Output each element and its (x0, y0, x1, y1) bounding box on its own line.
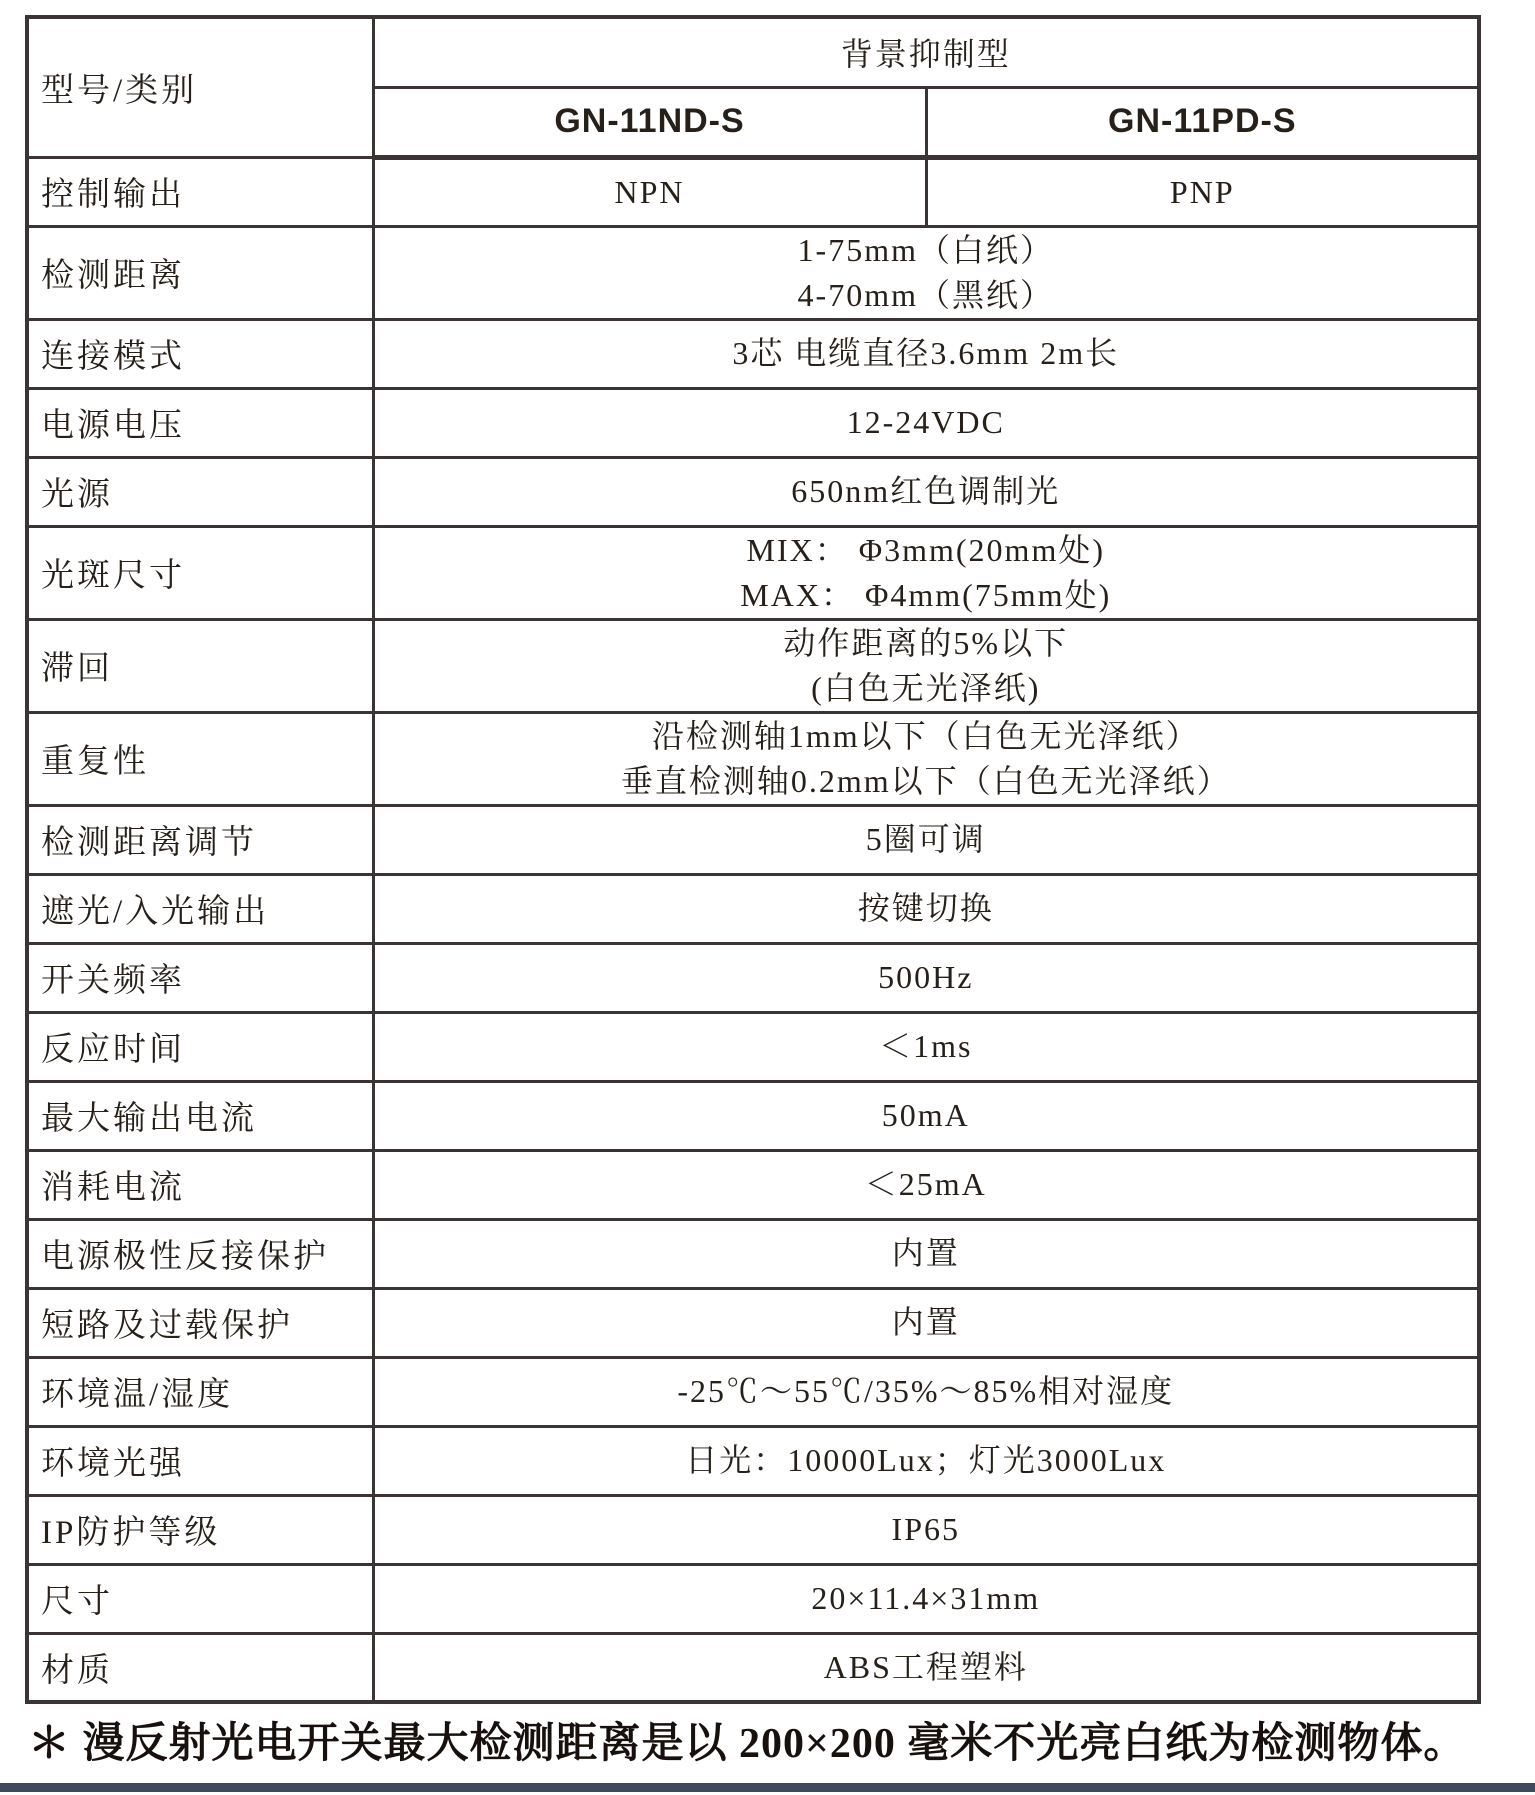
spec-value (373, 874, 1479, 943)
spec-label: 环境温/湿度 (27, 1357, 373, 1426)
spec-value (373, 619, 1479, 712)
spec-label: 遮光/入光输出 (27, 874, 373, 943)
spec-value-line: 20×11.4×31mm (811, 1580, 1041, 1617)
spec-value-line: ABS工程塑料 (823, 1649, 1028, 1686)
spec-label: 反应时间 (27, 1012, 373, 1081)
spec-value-line: 沿检测轴1mm以下（白色无光泽纸） (651, 718, 1200, 755)
spec-value-line: 按键切换 (857, 890, 994, 927)
footnote: ＊ 漫反射光电开关最大检测距离是以 200×200 毫米不光亮白纸为检测物体。 (28, 1721, 1467, 1767)
spec-value-line: 1-75mm（白纸） (797, 232, 1054, 269)
spec-label: IP防护等级 (27, 1495, 373, 1564)
table-row (27, 1495, 1479, 1564)
table-row (27, 1219, 1479, 1288)
table-row (27, 943, 1479, 1012)
spec-label: 光斑尺寸 (27, 526, 373, 619)
spec-label: 环境光强 (27, 1426, 373, 1495)
spec-label: 光源 (27, 457, 373, 526)
category-value: 背景抑制型 (373, 17, 1479, 87)
spec-value-line: -25℃～55℃/35%～85%相对湿度 (677, 1373, 1175, 1410)
spec-value-line: 内置 (891, 1304, 960, 1341)
table-row (27, 1288, 1479, 1357)
spec-label: 检测距离 (27, 226, 373, 319)
output-value-pnp: PNP (926, 157, 1479, 226)
spec-value (373, 319, 1479, 388)
spec-value-line: 日光：10000Lux；灯光3000Lux (685, 1442, 1167, 1479)
spec-value-line: 动作距离的5%以下 (783, 625, 1069, 662)
table-row (27, 457, 1479, 526)
spec-label: 连接模式 (27, 319, 373, 388)
table-row (27, 1426, 1479, 1495)
bottom-divider-bar (0, 1783, 1535, 1792)
spec-value-line: 3芯 电缆直径3.6mm 2m长 (732, 335, 1120, 372)
table-row (27, 1012, 1479, 1081)
spec-label: 最大输出电流 (27, 1081, 373, 1150)
spec-label: 尺寸 (27, 1564, 373, 1633)
table-row (27, 526, 1479, 619)
spec-value (373, 1426, 1479, 1495)
spec-label: 短路及过载保护 (27, 1288, 373, 1357)
table-row-category (27, 17, 1479, 87)
model-category-label: 型号/类别 (27, 17, 373, 157)
spec-value (373, 1564, 1479, 1633)
spec-value-line: MAX： Φ4mm(75mm处) (740, 576, 1112, 613)
spec-value (373, 943, 1479, 1012)
spec-value-line: 500Hz (878, 959, 974, 996)
spec-value-line: (白色无光泽纸) (811, 669, 1041, 706)
spec-label: 检测距离调节 (27, 805, 373, 874)
spec-value (373, 226, 1479, 319)
spec-value-line: 垂直检测轴0.2mm以下（白色无光泽纸） (620, 762, 1231, 799)
table-row (27, 1357, 1479, 1426)
table-row (27, 388, 1479, 457)
spec-rows (27, 226, 1479, 1702)
model-name-pnp: GN-11PD-S (926, 87, 1479, 157)
table-row (27, 805, 1479, 874)
table-row (27, 874, 1479, 943)
table-row (27, 1150, 1479, 1219)
table-row (27, 1081, 1479, 1150)
spec-value (373, 1219, 1479, 1288)
spec-label: 开关频率 (27, 943, 373, 1012)
spec-value-line: 50mA (881, 1097, 970, 1134)
spec-value (373, 1357, 1479, 1426)
spec-value (373, 457, 1479, 526)
spec-value (373, 805, 1479, 874)
spec-value (373, 1012, 1479, 1081)
spec-value-line: ＜25mA (864, 1166, 987, 1203)
table-row (27, 619, 1479, 712)
spec-label: 消耗电流 (27, 1150, 373, 1219)
spec-label: 滞回 (27, 619, 373, 712)
spec-value (373, 1288, 1479, 1357)
spec-label: 重复性 (27, 712, 373, 805)
spec-value (373, 1150, 1479, 1219)
table-row (27, 226, 1479, 319)
spec-value-line: 4-70mm（黑纸） (797, 276, 1054, 313)
spec-value-line: 650nm红色调制光 (791, 473, 1061, 510)
spec-value (373, 1495, 1479, 1564)
spec-value-line: IP65 (891, 1511, 960, 1548)
spec-label: 电源电压 (27, 388, 373, 457)
table-row (27, 319, 1479, 388)
spec-value (373, 1081, 1479, 1150)
spec-label: 材质 (27, 1633, 373, 1702)
table-row-output (27, 157, 1479, 226)
spec-value-line: 内置 (891, 1235, 960, 1272)
spec-label: 电源极性反接保护 (27, 1219, 373, 1288)
model-name-npn: GN-11ND-S (373, 87, 926, 157)
spec-value (373, 1633, 1479, 1702)
spec-value-line: MIX： Φ3mm(20mm处) (746, 532, 1105, 569)
spec-value (373, 526, 1479, 619)
spec-value (373, 712, 1479, 805)
spec-value-line: ＜1ms (879, 1028, 973, 1065)
output-value-npn: NPN (373, 157, 926, 226)
spec-value-line: 5圈可调 (865, 821, 986, 858)
table-row (27, 1564, 1479, 1633)
table-row (27, 712, 1479, 805)
table-row (27, 1633, 1479, 1702)
spec-value-line: 12-24VDC (846, 404, 1005, 441)
spec-value (373, 388, 1479, 457)
output-label: 控制输出 (27, 157, 373, 226)
spec-table (25, 15, 1481, 1704)
